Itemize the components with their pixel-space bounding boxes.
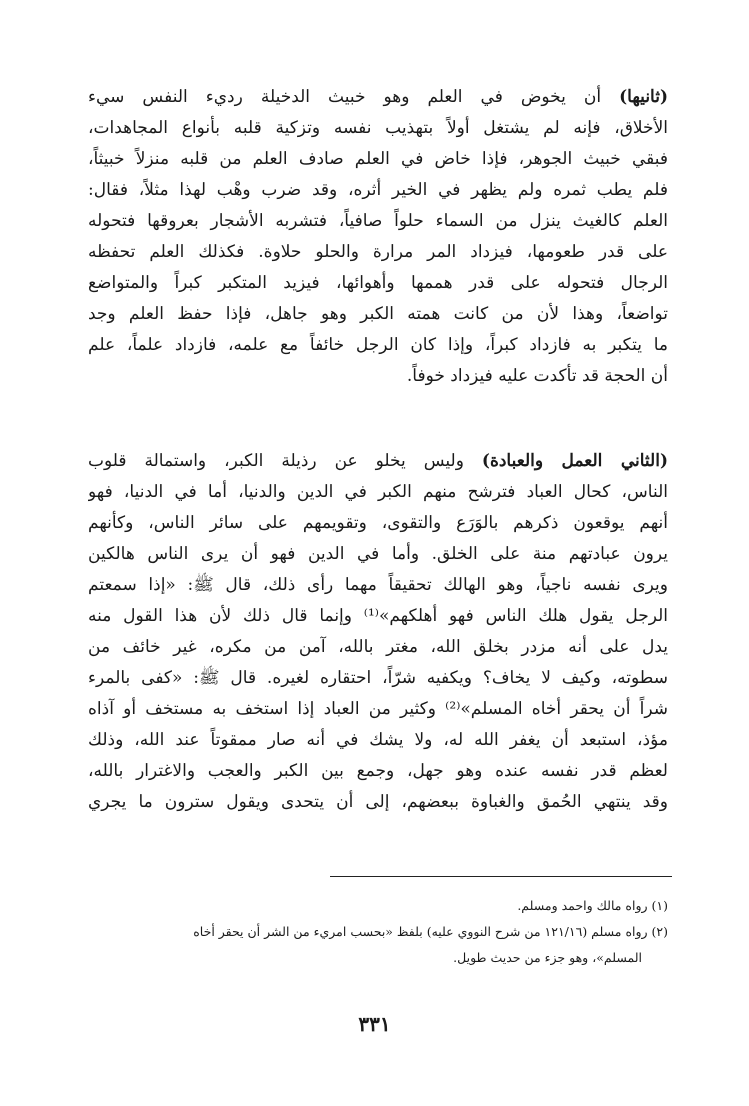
text-line: شراً أن يحقر أخاه المسلم»⁽²⁾ وكثير من العباد إذا استخف به مستخف أو آذاه [88, 699, 668, 719]
text-line: الرجال فتحوله على قدر هممها وأهوائها، فيزيد المتكبر كبراً والمتواضع [88, 273, 668, 293]
footnote-2: (٢) رواه مسلم (١٢١/١٦ من شرح النووي عليه) بلفظ «بحسب امريء من الشر أن يحقر أخاه [193, 924, 668, 939]
page-number: ٣٣١ [358, 1012, 391, 1036]
text-line: على قدر طعومها، فيزداد المر مرارة والحلو حلاوة. فكذلك العلم تحفظه [88, 242, 668, 262]
text-line: العلم كالغيث ينزل من السماء حلواً صافياً، فتشربه الأشجار بعروقها فتحوله [88, 211, 668, 231]
text-line: ما يتكبر به فازداد كبراً، وإذا كان الرجل خائفاً مع علمه، فازداد علماً، علم [88, 335, 668, 355]
text-line: يدل على أنه مزدر بخلق الله، مغتر بالله، آمن من مكره، غير خائف من [88, 637, 668, 657]
text-line: سطوته، وكيف لا يخاف؟ ويكفيه شرّاً، احتقاره لغيره. قال ﷺ: «كفى بالمرء [88, 668, 668, 688]
text-line: (الثاني العمل والعبادة) وليس يخلو عن رذيلة الكبر، واستمالة قلوب [88, 451, 668, 471]
text-line: تواضعاً، وهذا لأن من كانت همته الكبر وهو جاهل، فإذا حفظ العلم وجد [88, 304, 668, 324]
footnotes [88, 893, 668, 971]
text-line: أنهم يوقعون ذكرهم بالوَرَع والتقوى، وتقويمهم على سائر الناس، وكأنهم [88, 513, 668, 533]
text-line: أن الحجة قد تأكدت عليه فيزداد خوفاً. [406, 366, 668, 386]
text-line: الأخلاق، فإنه لم يشتغل أولاً بتهذيب نفسه وتزكية قلبه بأنواع المجاهدات، [88, 118, 668, 138]
paragraph-1 [88, 82, 668, 392]
text-line: فبقي خبيث الجوهر، فإذا خاض في العلم صادف العلم من قلبه منزلاً خبيثاً، [88, 149, 668, 169]
footnote-2-continuation: المسلم»، وهو جزء من حديث طويل. [453, 950, 642, 965]
text-line: وقد ينتهي الحُمق والغباوة ببعضهم، إلى أن يتحدى ويقول سترون ما يجري [88, 792, 668, 812]
footnote-divider [330, 876, 672, 877]
paragraph-heading: (ثانيها) [619, 87, 668, 107]
paragraph-2 [88, 446, 668, 818]
paragraph-heading: (الثاني العمل والعبادة) [481, 451, 668, 471]
text-line: الناس، كحال العباد فترشح منهم الكبر في الدين والدنيا، أما في الدنيا، فهو [88, 482, 668, 502]
text-line: الرجل يقول هلك الناس فهو أهلكهم»⁽¹⁾ وإنما قال ذلك لأن هذا القول منه [88, 606, 668, 626]
text-line: لعظم قدر نفسه عنده وهو جهل، وجمع بين الكبر والعجب والاغترار بالله، [88, 761, 668, 781]
text-line: يرون عبادتهم منة على الخلق. وأما في الدين فهو أن يرى الناس هالكين [88, 544, 668, 564]
text-line: ويرى نفسه ناجياً، وهو الهالك تحقيقاً مهما رأى ذلك، قال ﷺ: «إذا سمعتم [88, 575, 668, 595]
text-line: فلم يطب ثمره ولم يظهر في الخير أثره، وقد ضرب وهْب لهذا مثلاً، فقال: [88, 180, 668, 200]
text-line: (ثانيها) أن يخوض في العلم وهو خبيث الدخيلة رديء النفس سيء [88, 87, 668, 107]
text-line: مؤذ، استبعد أن يغفر الله له، ولا يشك في أنه صار ممقوتاً عند الله، وذلك [88, 730, 668, 750]
footnote-1: (١) رواه مالك واحمد ومسلم. [517, 898, 668, 913]
